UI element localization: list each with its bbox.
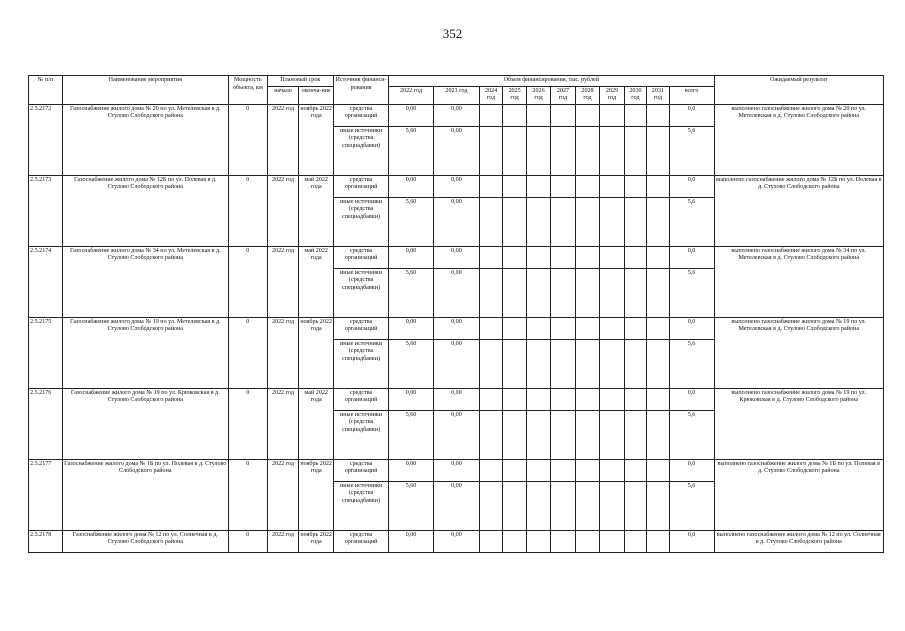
row-source: средства организаций xyxy=(334,530,389,552)
table-row xyxy=(29,104,884,126)
row-value-2022: 0,00 xyxy=(389,388,434,410)
row-value-empty xyxy=(600,410,624,459)
header-2026: 2026 год xyxy=(526,86,550,104)
row-value-empty xyxy=(526,317,550,339)
row-capacity: 0 xyxy=(228,175,267,246)
row-start: 2022 год xyxy=(267,175,299,246)
row-value-empty xyxy=(575,126,599,175)
row-value-empty xyxy=(624,459,646,481)
table-row xyxy=(29,317,884,339)
row-value-empty xyxy=(526,126,550,175)
row-value-empty xyxy=(647,197,669,246)
row-value-empty xyxy=(479,175,502,197)
row-value-empty xyxy=(600,268,624,317)
row-total: 5,6 xyxy=(669,410,714,459)
row-value-empty xyxy=(600,104,624,126)
row-value-empty xyxy=(526,246,550,268)
row-value-empty xyxy=(526,530,550,552)
row-value-empty xyxy=(624,530,646,552)
row-name: Газоснабжение жилого дома № 12 по ул. Солнечная в д. Стулово Слободского района xyxy=(62,530,228,552)
row-value-empty xyxy=(600,126,624,175)
row-value-empty xyxy=(600,246,624,268)
row-source: иные источники (средства спецнадбавки) xyxy=(334,197,389,246)
row-value-empty xyxy=(575,339,599,388)
row-value-empty xyxy=(479,339,502,388)
row-source: средства организаций xyxy=(334,459,389,481)
row-end: ноябрь 2022 года xyxy=(299,459,334,530)
row-value-empty xyxy=(551,388,575,410)
row-value-2023: 0,00 xyxy=(433,388,479,410)
row-total: 0,0 xyxy=(669,175,714,197)
row-value-empty xyxy=(551,481,575,530)
row-end: май 2022 года xyxy=(299,246,334,317)
row-value-empty xyxy=(647,339,669,388)
row-source: средства организаций xyxy=(334,317,389,339)
row-value-empty xyxy=(575,246,599,268)
row-total: 0,0 xyxy=(669,246,714,268)
row-value-empty xyxy=(503,388,526,410)
row-value-empty xyxy=(647,481,669,530)
row-value-empty xyxy=(600,317,624,339)
row-name: Газоснабжение жилого дома № 12Б по ул. Полевая в д. Стулово Слободского района xyxy=(62,175,228,246)
header-capacity: Мощность объекта, км xyxy=(228,76,267,105)
row-capacity: 0 xyxy=(228,246,267,317)
row-value-empty xyxy=(647,410,669,459)
row-start: 2022 год xyxy=(267,104,299,175)
header-2023: 2023 год xyxy=(433,86,479,104)
financing-table xyxy=(28,75,884,553)
row-value-empty xyxy=(503,197,526,246)
row-value-empty xyxy=(624,104,646,126)
row-number: 2.5.2175 xyxy=(29,317,63,388)
row-value-empty xyxy=(647,268,669,317)
row-value-empty xyxy=(503,459,526,481)
row-value-empty xyxy=(624,197,646,246)
table-row xyxy=(29,388,884,410)
row-source: иные источники (средства спецнадбавки) xyxy=(334,268,389,317)
row-name: Газоснабжение жилого дома № 19 по ул. Метелевская в д. Стулово Слободского района xyxy=(62,317,228,388)
row-source: иные источники (средства спецнадбавки) xyxy=(334,481,389,530)
row-value-2023: 0,00 xyxy=(433,459,479,481)
row-value-empty xyxy=(647,126,669,175)
row-result: выполнено газоснабжение жилого дома № 19 по ул. Метелевская в д. Стулово Слободского района xyxy=(714,317,883,388)
row-end: ноябрь 2022 года xyxy=(299,104,334,175)
table-row xyxy=(29,459,884,481)
row-value-2022: 5,60 xyxy=(389,126,434,175)
row-value-empty xyxy=(503,268,526,317)
row-start: 2022 год xyxy=(267,530,299,552)
row-total: 5,6 xyxy=(669,197,714,246)
page-number: 352 xyxy=(442,26,463,41)
row-number: 2.5.2176 xyxy=(29,388,63,459)
header-planned-term: Плановый срок xyxy=(267,76,333,87)
row-value-empty xyxy=(503,175,526,197)
header-2025: 2025 год xyxy=(503,86,526,104)
row-value-empty xyxy=(479,459,502,481)
header-num: № п/п xyxy=(29,76,63,105)
row-capacity: 0 xyxy=(228,388,267,459)
row-value-2022: 5,60 xyxy=(389,481,434,530)
row-value-empty xyxy=(479,104,502,126)
row-total: 5,6 xyxy=(669,481,714,530)
row-capacity: 0 xyxy=(228,104,267,175)
table-row xyxy=(29,246,884,268)
row-source: средства организаций xyxy=(334,104,389,126)
row-value-empty xyxy=(503,317,526,339)
row-value-empty xyxy=(503,530,526,552)
row-source: средства организаций xyxy=(334,388,389,410)
row-value-empty xyxy=(624,481,646,530)
row-value-2023: 0,00 xyxy=(433,246,479,268)
row-value-empty xyxy=(479,410,502,459)
header-result: Ожидаемый результат xyxy=(714,76,883,105)
row-value-empty xyxy=(503,481,526,530)
row-total: 0,0 xyxy=(669,388,714,410)
row-result: выполнено газоснабжение жилого дома № 19 по ул. Крюковская в д. Стулово Слободского района xyxy=(714,388,883,459)
row-value-empty xyxy=(551,175,575,197)
row-value-2023: 0,00 xyxy=(433,317,479,339)
row-value-empty xyxy=(479,126,502,175)
row-value-2022: 5,60 xyxy=(389,410,434,459)
row-value-empty xyxy=(600,197,624,246)
row-value-empty xyxy=(479,197,502,246)
row-value-2022: 5,60 xyxy=(389,339,434,388)
row-result: выполнено газоснабжение жилого дома № 12Б по ул. Полевая в д. Стулово Слободского района xyxy=(714,175,883,246)
row-value-empty xyxy=(600,530,624,552)
row-end: май 2022 года xyxy=(299,388,334,459)
row-value-empty xyxy=(575,410,599,459)
header-2031: 2031 год xyxy=(647,86,669,104)
row-value-empty xyxy=(551,268,575,317)
row-value-empty xyxy=(526,481,550,530)
row-value-empty xyxy=(575,530,599,552)
row-value-empty xyxy=(551,410,575,459)
row-value-empty xyxy=(600,459,624,481)
row-value-2023: 0,00 xyxy=(433,339,479,388)
row-value-empty xyxy=(647,459,669,481)
row-source: средства организаций xyxy=(334,175,389,197)
row-result: выполнено газоснабжение жилого дома № 20 по ул. Метелевская в д. Стулово Слободского района xyxy=(714,104,883,175)
row-value-2023: 0,00 xyxy=(433,481,479,530)
row-capacity: 0 xyxy=(228,459,267,530)
row-name: Газоснабжение жилого дома № 20 по ул. Метелевская в д. Стулово Слободского района xyxy=(62,104,228,175)
row-start: 2022 год xyxy=(267,246,299,317)
row-value-2022: 0,00 xyxy=(389,530,434,552)
row-total: 5,6 xyxy=(669,339,714,388)
header-2030: 2030 год xyxy=(624,86,646,104)
row-name: Газоснабжение жилого дома № 34 по ул. Метелевская в д. Стулово Слободского района xyxy=(62,246,228,317)
row-value-empty xyxy=(526,339,550,388)
row-result: выполнено газоснабжение жилого дома № 1Б по ул. Полевая в д. Стулово Слободского района xyxy=(714,459,883,530)
row-value-empty xyxy=(479,246,502,268)
row-value-2022: 0,00 xyxy=(389,459,434,481)
row-value-empty xyxy=(503,104,526,126)
row-start: 2022 год xyxy=(267,317,299,388)
row-value-empty xyxy=(526,388,550,410)
row-value-empty xyxy=(624,246,646,268)
row-end: ноябрь 2022 года xyxy=(299,530,334,552)
header-start: начало xyxy=(267,86,299,104)
row-value-2022: 0,00 xyxy=(389,317,434,339)
row-value-empty xyxy=(624,268,646,317)
header-2027: 2027 год xyxy=(551,86,575,104)
row-result: выполнено газоснабжение жилого дома № 34 по ул. Метелевская в д. Стулово Слободского района xyxy=(714,246,883,317)
row-total: 5,6 xyxy=(669,268,714,317)
table-row xyxy=(29,175,884,197)
row-total: 0,0 xyxy=(669,459,714,481)
row-value-empty xyxy=(503,339,526,388)
header-2022: 2022 год xyxy=(389,86,434,104)
row-value-2023: 0,00 xyxy=(433,126,479,175)
row-value-empty xyxy=(624,339,646,388)
header-name: Наименование мероприятия xyxy=(62,76,228,105)
header-end: оконча-ние xyxy=(299,86,334,104)
row-value-empty xyxy=(526,268,550,317)
row-value-2023: 0,00 xyxy=(433,410,479,459)
row-value-2023: 0,00 xyxy=(433,268,479,317)
row-value-empty xyxy=(624,175,646,197)
row-number: 2.5.2178 xyxy=(29,530,63,552)
row-value-empty xyxy=(647,317,669,339)
row-value-empty xyxy=(479,268,502,317)
row-value-empty xyxy=(503,246,526,268)
row-capacity: 0 xyxy=(228,530,267,552)
row-value-empty xyxy=(503,126,526,175)
row-value-empty xyxy=(503,410,526,459)
row-value-empty xyxy=(479,530,502,552)
header-source: Источник финанси-рования xyxy=(334,76,389,105)
row-total: 0,0 xyxy=(669,104,714,126)
row-value-empty xyxy=(624,126,646,175)
row-value-empty xyxy=(575,197,599,246)
row-total: 0,0 xyxy=(669,317,714,339)
row-source: иные источники (средства спецнадбавки) xyxy=(334,410,389,459)
row-value-2022: 5,60 xyxy=(389,268,434,317)
row-value-empty xyxy=(600,388,624,410)
row-value-empty xyxy=(526,175,550,197)
row-value-empty xyxy=(526,104,550,126)
row-source: средства организаций xyxy=(334,246,389,268)
row-value-empty xyxy=(551,246,575,268)
header-financing: Объем финансирования, тыс. рублей xyxy=(389,76,714,87)
row-value-2023: 0,00 xyxy=(433,104,479,126)
row-value-empty xyxy=(551,197,575,246)
row-capacity: 0 xyxy=(228,317,267,388)
row-source: иные источники (средства спецнадбавки) xyxy=(334,339,389,388)
row-value-empty xyxy=(624,317,646,339)
row-value-empty xyxy=(575,388,599,410)
row-end: ноябрь 2022 года xyxy=(299,317,334,388)
row-value-empty xyxy=(647,530,669,552)
row-value-empty xyxy=(575,481,599,530)
row-value-empty xyxy=(647,104,669,126)
row-value-empty xyxy=(479,388,502,410)
row-value-empty xyxy=(575,459,599,481)
row-total: 5,6 xyxy=(669,126,714,175)
row-value-empty xyxy=(647,246,669,268)
row-value-empty xyxy=(551,317,575,339)
header-2028: 2028 год xyxy=(575,86,599,104)
row-value-empty xyxy=(526,459,550,481)
row-value-empty xyxy=(551,339,575,388)
row-value-empty xyxy=(647,175,669,197)
header-2024: 2024 год xyxy=(479,86,502,104)
row-value-2022: 5,60 xyxy=(389,197,434,246)
row-number: 2.5.2174 xyxy=(29,246,63,317)
row-value-empty xyxy=(600,175,624,197)
row-name: Газоснабжение жилого дома № 19 по ул. Крюковская в д. Стулово Слободского района xyxy=(62,388,228,459)
header-total: всего xyxy=(669,86,714,104)
row-start: 2022 год xyxy=(267,388,299,459)
row-number: 2.5.2173 xyxy=(29,175,63,246)
row-end: май 2022 года xyxy=(299,175,334,246)
row-name: Газоснабжение жилого дома № 1Б по ул. Полевая в д. Стулово Слободского района xyxy=(62,459,228,530)
table-row xyxy=(29,530,884,552)
row-value-empty xyxy=(647,388,669,410)
row-value-2023: 0,00 xyxy=(433,197,479,246)
row-value-2022: 0,00 xyxy=(389,246,434,268)
row-value-empty xyxy=(526,410,550,459)
row-value-empty xyxy=(551,104,575,126)
row-value-empty xyxy=(479,317,502,339)
row-value-empty xyxy=(600,339,624,388)
row-value-empty xyxy=(624,410,646,459)
row-value-2023: 0,00 xyxy=(433,175,479,197)
row-total: 0,0 xyxy=(669,530,714,552)
row-value-empty xyxy=(575,317,599,339)
row-value-empty xyxy=(575,104,599,126)
row-value-empty xyxy=(551,126,575,175)
row-value-2022: 0,00 xyxy=(389,175,434,197)
row-value-empty xyxy=(575,268,599,317)
row-value-empty xyxy=(575,175,599,197)
row-value-empty xyxy=(551,459,575,481)
row-value-2022: 0,00 xyxy=(389,104,434,126)
row-value-2023: 0,00 xyxy=(433,530,479,552)
row-value-empty xyxy=(624,388,646,410)
header-2029: 2029 год xyxy=(600,86,624,104)
row-number: 2.5.2177 xyxy=(29,459,63,530)
row-start: 2022 год xyxy=(267,459,299,530)
row-value-empty xyxy=(600,481,624,530)
row-result: выполнено газоснабжение жилого дома № 12 по ул. Солнечная в д. Стулово Слободского района xyxy=(714,530,883,552)
row-value-empty xyxy=(479,481,502,530)
row-source: иные источники (средства спецнадбавки) xyxy=(334,126,389,175)
row-value-empty xyxy=(551,530,575,552)
row-number: 2.5.2172 xyxy=(29,104,63,175)
row-value-empty xyxy=(526,197,550,246)
